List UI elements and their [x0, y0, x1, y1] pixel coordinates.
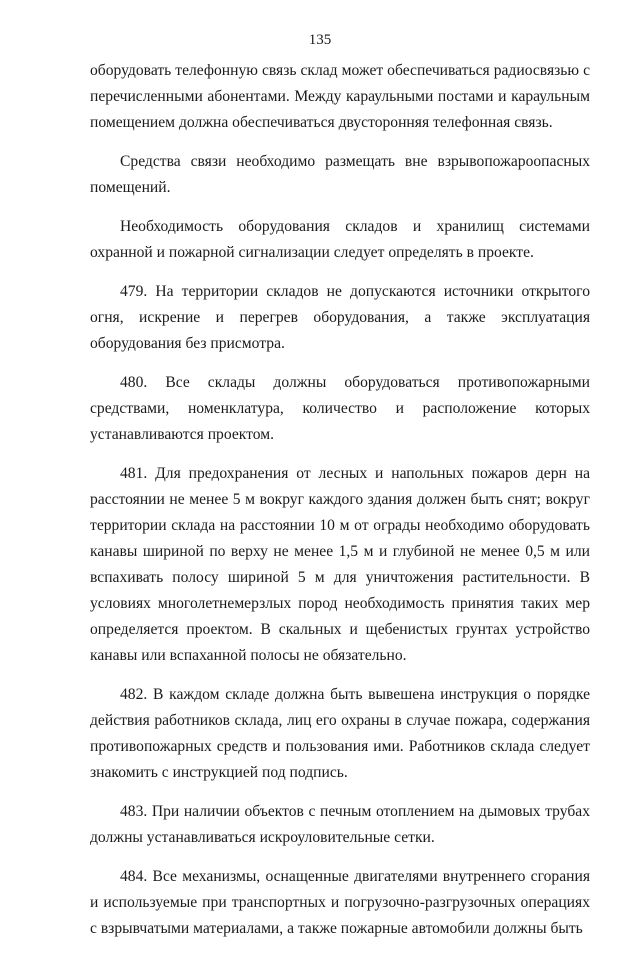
paragraph-482: 482. В каждом складе должна быть вывешена инструкция о порядке действия работников склада, лиц его охраны в случае пожара, содержания противопожарных средств и пользования ими. Работников склада следует знакомить с инструкцией под подпись.: [90, 686, 590, 781]
paragraph-alarm-systems: Необходимость оборудования складов и хранилищ системами охранной и пожарной сигнализации следует определять в проекте.: [90, 218, 590, 261]
paragraph-480: 480. Все склады должны оборудоваться противопожарными средствами, номенклатура, количество и расположение которых устанавливаются проектом.: [90, 374, 590, 443]
paragraph-481: 481. Для предохранения от лесных и напольных пожаров дерн на расстоянии не менее 5 м вокруг каждого здания должен быть снят; вокруг территории склада на расстоянии 10 м от ограды необходимо оборудовать канавы шириной по верху не менее 1,5 м и глубиной не менее 0,5 м или вспахивать полосу шириной 5 м для уничтожения растительности. В условиях многолетнемерзлых пород необходимость принятия таких мер определяется проектом. В скальных и щебенистых грунтах устройство канавы или вспаханной полосы не обязательно.: [90, 465, 590, 664]
paragraph-479: 479. На территории складов не допускаются источники открытого огня, искрение и перегрев оборудования, а также эксплуатация оборудования без присмотра.: [90, 283, 590, 352]
paragraph-484: 484. Все механизмы, оснащенные двигателями внутреннего сгорания и используемые при транспортных и погрузочно-разгрузочных операциях с взрывчатыми материалами, а также пожарные автомобили должны быть: [90, 868, 590, 937]
paragraph-communication-means: Средства связи необходимо размещать вне взрывопожароопасных помещений.: [90, 153, 590, 196]
paragraph-483: 483. При наличии объектов с печным отоплением на дымовых трубах должны устанавливаться искроуловительные сетки.: [90, 803, 590, 846]
paragraph-continuation: оборудовать телефонную связь склад может обеспечиваться радиосвязью с перечисленными абонентами. Между караульными постами и караульным помещением должна обеспечиваться двусторонняя телефонная связь.: [90, 62, 590, 131]
body-text: [90, 58, 590, 955]
page-number: 135: [308, 32, 332, 48]
